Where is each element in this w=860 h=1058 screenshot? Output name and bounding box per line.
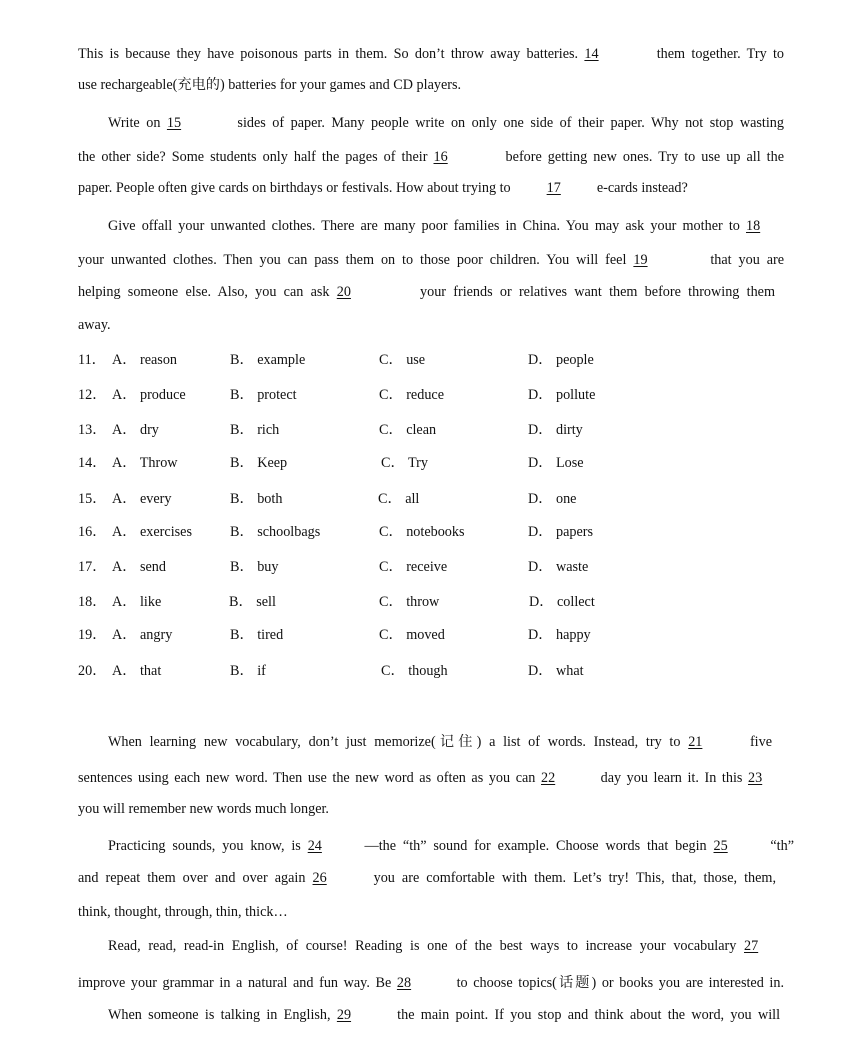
- option-c: C． moved: [379, 627, 445, 643]
- passage-line: improve your grammar in a natural and fun way. Be 28 to choose topics(话题) or books you are interested in.: [78, 975, 785, 991]
- passage-line: When someone is talking in English, 29 the main point. If you stop and think about the word, you will: [108, 1007, 781, 1023]
- option-d: D． people: [528, 352, 594, 368]
- option-a: A． like: [112, 594, 162, 610]
- option-b: B． sell: [229, 594, 276, 610]
- option-c: C． notebooks: [379, 524, 465, 540]
- option-c: C． use: [379, 352, 426, 368]
- option-a: A． exercises: [112, 524, 192, 540]
- option-b: B． tired: [230, 627, 284, 643]
- passage-line: use rechargeable(充电的) batteries for your games and CD players.: [78, 77, 462, 93]
- answer-blank: 14: [584, 46, 599, 62]
- passage-line: your unwanted clothes. Then you can pass them on to those poor children. You will feel 19 that you are: [78, 252, 785, 268]
- option-a: A． produce: [112, 387, 186, 403]
- option-a: A． Throw: [112, 455, 178, 471]
- question-number: 13．: [78, 422, 107, 438]
- option-d: D． what: [528, 663, 584, 679]
- option-a: A． send: [112, 559, 166, 575]
- option-c: C． clean: [379, 422, 437, 438]
- passage-line: Read, read, read-in English, of course! Reading is one of the best ways to increase your vocabulary 27: [108, 936, 784, 956]
- question-number: 11．: [78, 352, 106, 368]
- option-d: D． happy: [528, 627, 591, 643]
- option-b: B． schoolbags: [230, 524, 321, 540]
- passage-line: away.: [78, 317, 111, 333]
- option-d: D． papers: [528, 524, 594, 540]
- passage-line: and repeat them over and over again 26 you are comfortable with them. Let’s try! This, that, those, them,: [78, 870, 777, 886]
- option-c: C． though: [381, 663, 448, 679]
- passage-line: sentences using each new word. Then use the new word as often as you can 22 day you learn it. In this 23: [78, 768, 784, 788]
- option-b: B． protect: [230, 387, 297, 403]
- question-number: 16．: [78, 524, 107, 540]
- answer-blank: 17: [546, 180, 561, 196]
- question-number: 17．: [78, 559, 107, 575]
- answer-blank: 15: [166, 115, 182, 131]
- question-number: 19．: [78, 627, 107, 643]
- option-d: D． dirty: [528, 422, 583, 438]
- passage-line: think, thought, through, thin, thick…: [78, 904, 288, 920]
- answer-blank: 29: [336, 1007, 352, 1023]
- option-c: C． receive: [379, 559, 448, 575]
- option-d: D． pollute: [528, 387, 596, 403]
- answer-blank: 18: [746, 218, 761, 234]
- passage-line: Write on 15 sides of paper. Many people write on only one side of their paper. Why not stop wasting: [108, 115, 784, 131]
- answer-blank: 19: [633, 252, 648, 268]
- answer-blank: 28: [396, 975, 412, 991]
- option-c: C． reduce: [379, 387, 445, 403]
- answer-blank: 16: [433, 149, 448, 165]
- option-a: A． dry: [112, 422, 159, 438]
- option-b: B． both: [230, 491, 283, 507]
- option-d: D． waste: [528, 559, 589, 575]
- option-c: C． throw: [379, 594, 440, 610]
- option-d: D． one: [528, 491, 577, 507]
- option-b: B． buy: [230, 559, 279, 575]
- passage-line: you will remember new words much longer.: [78, 801, 329, 817]
- question-number: 18．: [78, 594, 107, 610]
- answer-blank: 21: [688, 734, 703, 750]
- option-a: A． angry: [112, 627, 173, 643]
- passage-line: This is because they have poisonous parts in them. So don’t throw away batteries. 14 them together. Try to: [78, 46, 785, 62]
- option-c: C． Try: [381, 455, 428, 471]
- answer-blank: 20: [336, 284, 351, 300]
- option-b: B． Keep: [230, 455, 288, 471]
- option-b: B． rich: [230, 422, 280, 438]
- answer-blank: 23: [748, 770, 763, 786]
- question-number: 20．: [78, 663, 107, 679]
- answer-blank: 24: [307, 838, 322, 854]
- option-d: D． collect: [529, 594, 595, 610]
- answer-blank: 26: [312, 870, 327, 886]
- question-number: 14．: [78, 455, 107, 471]
- passage-line: Give offall your unwanted clothes. There are many poor families in China. You may ask your mother to 18: [108, 216, 784, 236]
- option-a: A． that: [112, 663, 162, 679]
- option-c: C． all: [378, 491, 420, 507]
- option-a: A． reason: [112, 352, 178, 368]
- option-d: D． Lose: [528, 455, 584, 471]
- answer-blank: 25: [713, 838, 728, 854]
- passage-line: Practicing sounds, you know, is 24 —the “th” sound for example. Choose words that begin 25 “th”: [108, 838, 795, 854]
- question-number: 15．: [78, 491, 107, 507]
- option-a: A． every: [112, 491, 172, 507]
- passage-line: When learning new vocabulary, don’t just memorize(记住) a list of words. Instead, try to 21 five: [108, 734, 772, 750]
- answer-blank: 22: [541, 770, 556, 786]
- passage-line: helping someone else. Also, you can ask 20 your friends or relatives want them before throwing them: [78, 284, 775, 300]
- passage-line: paper. People often give cards on birthdays or festivals. How about trying to 17 e-cards instead?: [78, 180, 688, 196]
- option-b: B． if: [230, 663, 266, 679]
- passage-line: the other side? Some students only half the pages of their 16 before getting new ones. Try to use up all the: [78, 149, 785, 165]
- answer-blank: 27: [744, 938, 759, 954]
- question-number: 12．: [78, 387, 107, 403]
- option-b: B． example: [230, 352, 306, 368]
